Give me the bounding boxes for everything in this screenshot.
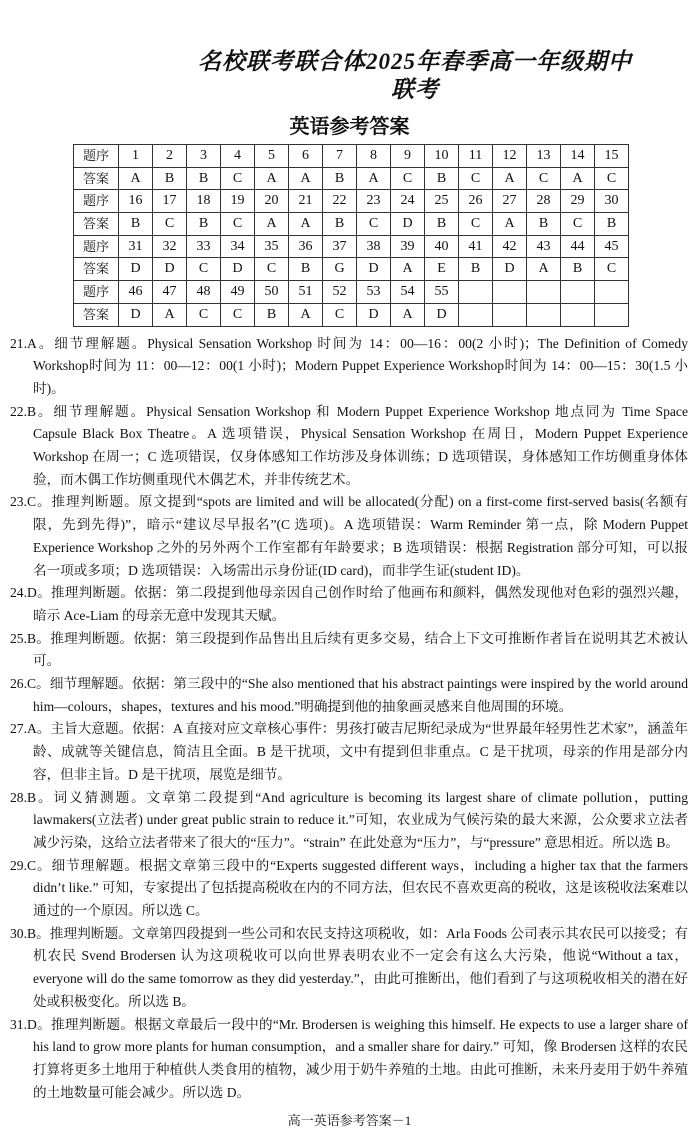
question-number-cell: 48 (187, 281, 221, 304)
answer-cell: D (357, 258, 391, 281)
answer-cell: C (323, 303, 357, 326)
question-number-cell: 52 (323, 281, 357, 304)
answer-cell: B (323, 167, 357, 190)
number-row (74, 281, 629, 304)
explanations (10, 333, 688, 1105)
row-label: 题序 (74, 281, 119, 304)
answer-row (74, 213, 629, 236)
answer-cell: D (391, 213, 425, 236)
question-number-cell: 36 (289, 235, 323, 258)
question-number-cell (527, 281, 561, 304)
answer-cell: C (357, 213, 391, 236)
answer-cell: A (255, 167, 289, 190)
question-number-cell: 5 (255, 145, 289, 168)
answer-cell: D (119, 303, 153, 326)
answer-cell: C (391, 167, 425, 190)
answer-row (74, 167, 629, 190)
question-number-cell: 14 (561, 145, 595, 168)
exam-title: 名校联考联合体2025年春季高一年级期中联考 (198, 49, 632, 102)
answer-cell: A (527, 258, 561, 281)
answer-cell: A (289, 303, 323, 326)
question-number-cell: 8 (357, 145, 391, 168)
question-number-cell: 13 (527, 145, 561, 168)
question-number-cell: 25 (425, 190, 459, 213)
question-number-cell: 29 (561, 190, 595, 213)
row-label: 题序 (74, 145, 119, 168)
question-number-cell: 6 (289, 145, 323, 168)
answer-cell: B (289, 258, 323, 281)
explanation-item: 31.D。推理判断题。根据文章最后一段中的“Mr. Brodersen is weighing this himself. He expects to use a larger share of his land to grow more plants for human consumption，and a smaller share for dairy.” 可知，像 Brodersen 这样的农民打算将更多土地用于种植供人类食用的植物，减少用于奶牛养殖的土地。由此可推断，未来丹麦用于奶牛养殖的土地数量可能会减少。所以选 D。 (10, 1016, 688, 1100)
question-number-cell: 19 (221, 190, 255, 213)
question-number-cell: 49 (221, 281, 255, 304)
explanation-item: 30.B。推理判断题。文章第四段提到一些公司和农民支持这项税收，如：Arla Foods 公司表示其农民可以接受；有机农民 Svend Brodersen 认为这项税收可以向世界表明农业不一定会有这么大污染，他说“Without a tax，everyone will do the same tomorrow as they did yesterday.”，由此可推断出，他们看到了与这项税收相关的潜在好处或积极变化。所以选 B。 (10, 925, 688, 1009)
question-number-cell: 28 (527, 190, 561, 213)
answer-cell: B (323, 213, 357, 236)
question-number-cell: 54 (391, 281, 425, 304)
question-number-cell: 26 (459, 190, 493, 213)
question-number-cell: 12 (493, 145, 527, 168)
answer-cell: B (425, 213, 459, 236)
answer-cell: A (561, 167, 595, 190)
question-number-cell: 27 (493, 190, 527, 213)
number-row (74, 190, 629, 213)
explanation-item: 26.C。细节理解题。依据：第三段中的“She also mentioned that his abstract paintings were inspired by the world around him—colours，shapes，textures and his mood.”明确提到他的抽象画灵感来自他周围的环境。 (10, 676, 688, 714)
answer-cell: E (425, 258, 459, 281)
question-number-cell: 21 (289, 190, 323, 213)
question-number-cell: 40 (425, 235, 459, 258)
question-number-cell: 20 (255, 190, 289, 213)
explanation-item: 28.B。词义猜测题。文章第二段提到“And agriculture is becoming its largest share of climate pollution，putting lawmakers(立法者) under great public strain to reduce it.”可知，农业成为气候污染的最大来源，公众要求立法者减少污染，这给立法者带来了很大的“压力”。“strain” 在此处意为“压力”，与“pressure” 意思相近。所以选 B。 (10, 789, 688, 850)
answer-cell: C (595, 167, 629, 190)
answer-cell: B (187, 213, 221, 236)
answer-cell (595, 303, 629, 326)
question-number-cell: 42 (493, 235, 527, 258)
question-number-cell (459, 281, 493, 304)
answer-cell: B (187, 167, 221, 190)
question-number-cell (595, 281, 629, 304)
answer-cell: C (153, 213, 187, 236)
answer-cell: A (289, 167, 323, 190)
explanation-item: 25.B。推理判断题。依据：第三段提到作品售出且后续有更多交易，结合上下文可推断作者旨在说明其艺术被认可。 (10, 630, 688, 669)
answer-cell: A (153, 303, 187, 326)
explanation-item: 29.C。细节理解题。根据文章第三段中的“Experts suggested different ways，including a higher tax that the farmers didn’t like.” 可知，专家提出了包括提高税收在内的不同方法，但农民不喜欢更高的税收，这是该税收法案难以通过的一个原因。所以选 C。 (10, 857, 688, 919)
answer-cell: A (255, 213, 289, 236)
question-number-cell: 34 (221, 235, 255, 258)
row-label: 答案 (74, 303, 119, 326)
question-number-cell: 31 (119, 235, 153, 258)
question-number-cell: 15 (595, 145, 629, 168)
answer-cell (561, 303, 595, 326)
question-number-cell: 43 (527, 235, 561, 258)
question-number-cell: 30 (595, 190, 629, 213)
answer-cell: B (561, 258, 595, 281)
question-number-cell: 32 (153, 235, 187, 258)
question-number-cell (561, 281, 595, 304)
answer-cell: B (459, 258, 493, 281)
explanation-item: 24.D。推理判断题。依据：第二段提到他母亲因自己创作时给了他画布和颜料，偶然发现他对色彩的强烈兴趣，暗示 Ace-Liam 的母亲无意中发现其天赋。 (10, 585, 688, 623)
question-number-cell: 41 (459, 235, 493, 258)
document-subtitle: 英语参考答案 (289, 114, 410, 138)
answer-cell: C (221, 167, 255, 190)
answer-cell: C (255, 258, 289, 281)
question-number-cell: 44 (561, 235, 595, 258)
explanation-item: 22.B。细节理解题。Physical Sensation Workshop 和 Modern Puppet Experience Workshop 地点同为 Time Space Capsule Black Box Theatre。A 选项错误，Physical Sensation Workshop 在周日，Modern Puppet Experience Workshop 在周一；C 选项错误，仅身体感知工作坊涉及身体训练；D 选项错误，身体感知工作坊侧重身体体验，而木偶工作坊侧重现代木偶艺术，并非传统艺术。 (10, 403, 688, 487)
question-number-cell: 9 (391, 145, 425, 168)
explanation-item: 21.A。细节理解题。Physical Sensation Workshop 时间为 14：00—16：00(2 小时)；The Definition of Comedy Workshop时间为 11：00—12：00(1 小时)；Modern Puppet Experience Workshop时间为 14：00—15：30(1.5 小时)。 (10, 335, 688, 396)
question-number-cell: 55 (425, 281, 459, 304)
answer-cell: C (459, 167, 493, 190)
explanation-item: 27.A。主旨大意题。依据：A 直接对应文章核心事件：男孩打破吉尼斯纪录成为“世界最年轻男性艺术家”，涵盖年龄、成就等关键信息，简洁且全面。B 是干扰项，文中有提到但非重点。C 是干扰项，母亲的作用是部分内容，但非主旨。D 是干扰项，展览是细节。 (10, 721, 688, 782)
question-number-cell: 47 (153, 281, 187, 304)
question-number-cell: 7 (323, 145, 357, 168)
question-number-cell: 53 (357, 281, 391, 304)
answer-cell: A (119, 167, 153, 190)
answer-cell: G (323, 258, 357, 281)
answer-cell: D (153, 258, 187, 281)
question-number-cell: 23 (357, 190, 391, 213)
answer-cell: B (595, 213, 629, 236)
question-number-cell: 1 (119, 145, 153, 168)
answer-cell: D (357, 303, 391, 326)
answer-cell: A (289, 213, 323, 236)
question-number-cell: 50 (255, 281, 289, 304)
answer-cell (493, 303, 527, 326)
explanation-item: 23.C。推理判断题。原文提到“spots are limited and will be allocated(分配) on a first-come first-served basis(名额有限，先到先得)”，暗示“建议尽早报名”(C 选项)。A 选项错误：Warm Reminder 第一点，除 Modern Puppet Experience Workshop 之外的另外两个工作室都有年龄要求；B 选项错误：根据 Registration 部分可知，可以报名一项或多项；D 选项错误：入场需出示身份证(ID card)，而非学生证(student ID)。 (10, 494, 688, 578)
row-label: 题序 (74, 235, 119, 258)
question-number-cell: 10 (425, 145, 459, 168)
answer-cell: C (527, 167, 561, 190)
answer-cell: B (119, 213, 153, 236)
question-number-cell: 45 (595, 235, 629, 258)
question-number-cell: 17 (153, 190, 187, 213)
question-number-cell (493, 281, 527, 304)
answer-cell: B (255, 303, 289, 326)
question-number-cell: 2 (153, 145, 187, 168)
answer-cell: C (187, 258, 221, 281)
answer-row (74, 303, 629, 326)
answer-table (73, 144, 629, 327)
answer-cell: C (221, 303, 255, 326)
question-number-cell: 35 (255, 235, 289, 258)
question-number-cell: 11 (459, 145, 493, 168)
answer-cell: B (153, 167, 187, 190)
question-number-cell: 46 (119, 281, 153, 304)
question-number-cell: 33 (187, 235, 221, 258)
answer-cell: A (357, 167, 391, 190)
question-number-cell: 51 (289, 281, 323, 304)
answer-cell: C (459, 213, 493, 236)
answer-cell: C (595, 258, 629, 281)
question-number-cell: 39 (391, 235, 425, 258)
answer-cell: D (425, 303, 459, 326)
answer-cell: A (493, 167, 527, 190)
question-number-cell: 18 (187, 190, 221, 213)
answer-cell: C (187, 303, 221, 326)
answer-cell: D (493, 258, 527, 281)
answer-cell: C (221, 213, 255, 236)
question-number-cell: 4 (221, 145, 255, 168)
answer-cell (459, 303, 493, 326)
answer-cell (527, 303, 561, 326)
answer-cell: B (527, 213, 561, 236)
answer-cell: A (493, 213, 527, 236)
question-number-cell: 16 (119, 190, 153, 213)
question-number-cell: 24 (391, 190, 425, 213)
row-label: 题序 (74, 190, 119, 213)
number-row (74, 145, 629, 168)
page-footer: 高一英语参考答案－1 (287, 1113, 412, 1129)
answer-cell: C (561, 213, 595, 236)
answer-cell: A (391, 258, 425, 281)
question-number-cell: 38 (357, 235, 391, 258)
row-label: 答案 (74, 258, 119, 281)
answer-cell: B (425, 167, 459, 190)
answer-cell: A (391, 303, 425, 326)
question-number-cell: 37 (323, 235, 357, 258)
question-number-cell: 3 (187, 145, 221, 168)
number-row (74, 235, 629, 258)
row-label: 答案 (74, 167, 119, 190)
answer-row (74, 258, 629, 281)
answer-cell: D (119, 258, 153, 281)
question-number-cell: 22 (323, 190, 357, 213)
answer-cell: D (221, 258, 255, 281)
row-label: 答案 (74, 213, 119, 236)
